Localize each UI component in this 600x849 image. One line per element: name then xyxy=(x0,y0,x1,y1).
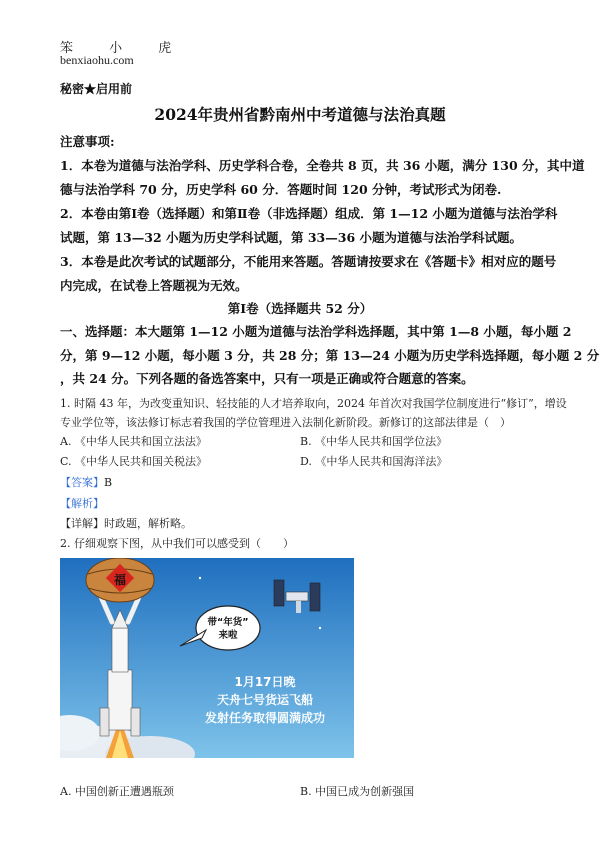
caption-line-3: 发射任务取得圆满成功 xyxy=(204,711,326,725)
q1-option-c: C. 《中华人民共和国关税法》 xyxy=(60,455,208,468)
notice-line: 2．本卷由第Ⅰ卷（选择题）和第Ⅱ卷（非选择题）组成．第 1—12 小题为道德与法治学科 xyxy=(60,206,558,221)
q1-stem-line: 专业学位等，该法修订标志着我国的学位管理进入法制化新阶段。新修订的这部法律是（ ） xyxy=(60,416,511,429)
page-title: 2024年贵州省黔南州中考道德与法治真题 xyxy=(154,105,446,124)
answer-tag: 【答案】 xyxy=(60,476,104,489)
star xyxy=(319,627,321,629)
answer-value: B xyxy=(104,476,113,489)
bubble-line-2: 来啦 xyxy=(218,630,238,641)
star xyxy=(199,577,201,579)
q1-analysis xyxy=(60,498,104,509)
cartoon-svg xyxy=(60,558,354,758)
section-instruction-line: ，共 24 分。下列各题的备选答案中，只有一项是正确或符合题意的答案。 xyxy=(60,371,474,386)
fu-character: 福 xyxy=(113,573,127,587)
analysis-tag: 【解析】 xyxy=(60,497,104,510)
notice-line: 内完成，在试卷上答题视为无效。 xyxy=(60,278,248,293)
q1-detail xyxy=(60,518,192,529)
q1-option-b: B. 《中华人民共和国学位法》 xyxy=(300,435,448,448)
q2-option-b: B. 中国已成为创新强国 xyxy=(300,785,415,798)
detail-text: 时政题，解析略。 xyxy=(104,517,192,530)
notice-line: 试题，第 13—32 小题为历史学科试题，第 33—36 小题为道德与法治学科试题。 xyxy=(60,230,522,245)
caption-line-2: 天舟七号货运飞船 xyxy=(216,693,314,707)
notice-line: 3．本卷是此次考试的试题部分，不能用来答题。答题请按要求在《答题卡》相对应的题号 xyxy=(60,254,557,269)
notice-heading: 注意事项: xyxy=(60,134,115,149)
brand-name: 笨 小 虎 xyxy=(60,41,188,56)
q1-stem-line: 1. 时隔 43 年，为改变重知识、轻技能的人才培养取向，2024 年首次对我国学位制度进行“修订”，增设 xyxy=(60,397,567,410)
detail-tag: 【详解】 xyxy=(60,517,104,530)
q2-cartoon-figure xyxy=(60,558,354,758)
notice-line: 1．本卷为道德与法治学科、历史学科合卷，全卷共 8 页，共 36 小题，满分 130 分，其中道 xyxy=(60,158,585,173)
section-title: 第Ⅰ卷（选择题共 52 分） xyxy=(227,301,373,316)
q2-option-a: A. 中国创新正遭遇瓶颈 xyxy=(60,785,174,798)
caption-line-1: 1月17日晚 xyxy=(234,675,296,689)
secret-label: 秘密★启用前 xyxy=(60,82,133,96)
q1-answer xyxy=(60,477,112,488)
site-url[interactable]: benxiaohu.com xyxy=(60,53,134,67)
section-instruction-line: 分，第 9—12 小题，每小题 3 分，共 28 分；第 13—24 小题为历史学科选择题，每小题 2 分 xyxy=(60,348,600,363)
section-instruction-line: 一、选择题：本大题第 1—12 小题为道德与法治学科选择题，其中第 1—8 小题，每小题 2 xyxy=(60,324,572,339)
notice-line: 德与法治学科 70 分，历史学科 60 分．答题时间 120 分钟，考试形式为闭卷. xyxy=(60,182,502,197)
q2-stem: 2. 仔细观察下图，从中我们可以感受到（ ） xyxy=(60,537,294,550)
q1-option-d: D. 《中华人民共和国海洋法》 xyxy=(300,455,448,468)
bubble-line-1: 带“年货” xyxy=(207,617,249,628)
q1-option-a: A. 《中华人民共和国立法法》 xyxy=(60,435,207,448)
